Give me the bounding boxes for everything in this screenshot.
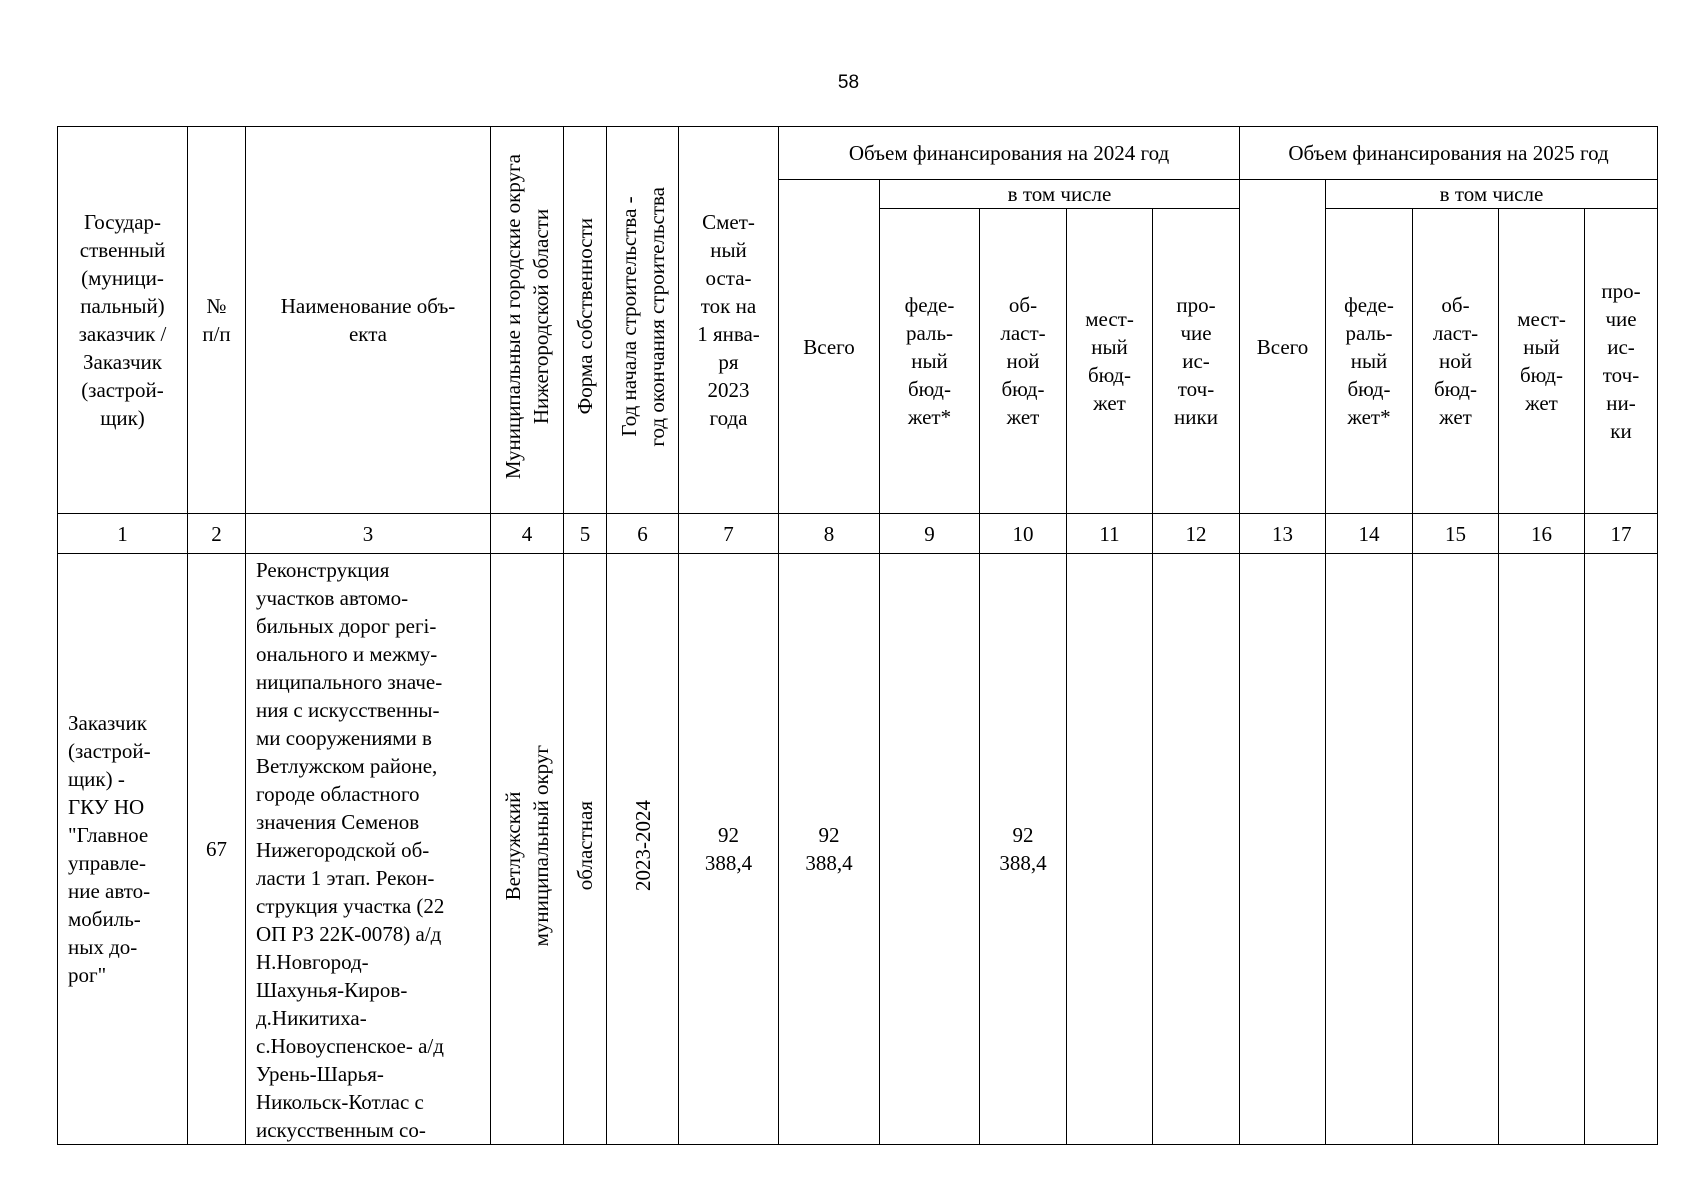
header-regional-2024: об- ласт- ной бюд- жет xyxy=(980,209,1067,514)
header-build-years: Год начала строительства - год окончания строительства xyxy=(607,127,679,514)
row-ownership: областная xyxy=(564,554,607,1145)
column-number-row xyxy=(58,514,1658,554)
header-ownership-form: Форма собственности xyxy=(564,127,607,514)
column-number: 13 xyxy=(1240,514,1326,554)
header-row-1 xyxy=(58,127,1658,180)
row-estimate-balance: 92 388,4 xyxy=(679,554,779,1145)
header-federal-2024: феде- раль- ный бюд- жет* xyxy=(880,209,980,514)
header-total-2024: Всего xyxy=(779,180,880,514)
row-object-name: Реконструкция участков автомо- бильных дорог регі- онального и межму- ниципального значе- ния с искусственны- ми сооружениями в Ветлужском районе, городе областного значения Семенов Нижегородской об- ласти 1 этап. Рекон- струкция участка (22 ОП РЗ 22К-0078) а/д Н.Новгород- Шахунья-Киров- д.Никитиха- с.Новоуспенское- а/д Урень-Шарья- Никольск-Котлас с искусственным со- xyxy=(246,554,491,1145)
row-total-2024: 92 388,4 xyxy=(779,554,880,1145)
header-municipal-districts: Муниципальные и городские округа Нижегородской области xyxy=(491,127,564,514)
row-federal-2024 xyxy=(880,554,980,1145)
header-including-2025: в том числе xyxy=(1326,180,1658,209)
column-number: 7 xyxy=(679,514,779,554)
column-number: 17 xyxy=(1585,514,1658,554)
column-number: 3 xyxy=(246,514,491,554)
table-row xyxy=(58,554,1658,1145)
row-total-2025 xyxy=(1240,554,1326,1145)
row-years: 2023-2024 xyxy=(607,554,679,1145)
row-local-2024 xyxy=(1067,554,1153,1145)
column-number: 16 xyxy=(1499,514,1585,554)
header-other-2025: про- чие ис- точ- ни- ки xyxy=(1585,209,1658,514)
column-number: 5 xyxy=(564,514,607,554)
column-number: 10 xyxy=(980,514,1067,554)
header-including-2024: в том числе xyxy=(880,180,1240,209)
column-number: 11 xyxy=(1067,514,1153,554)
row-other-2025 xyxy=(1585,554,1658,1145)
row-local-2025 xyxy=(1499,554,1585,1145)
header-object-name: Наименование объ- екта xyxy=(246,127,491,514)
row-district: Ветлужский муниципальный округ xyxy=(491,554,564,1145)
header-other-2024: про- чие ис- точ- ники xyxy=(1153,209,1240,514)
header-num: № п/п xyxy=(188,127,246,514)
column-number: 1 xyxy=(58,514,188,554)
header-regional-2025: об- ласт- ной бюд- жет xyxy=(1413,209,1499,514)
header-financing-2025: Объем финансирования на 2025 год xyxy=(1240,127,1658,180)
row-regional-2024: 92 388,4 xyxy=(980,554,1067,1145)
header-local-2025: мест- ный бюд- жет xyxy=(1499,209,1585,514)
row-customer: Заказчик (застрой- щик) - ГКУ НО "Главное управле- ние авто- мобиль- ных до- рог" xyxy=(58,554,188,1145)
header-customer: Государ- ственный (муници- пальный) заказчик / Заказчик (застрой- щик) xyxy=(58,127,188,514)
row-num: 67 xyxy=(188,554,246,1145)
page-number: 58 xyxy=(837,72,860,93)
header-financing-2024: Объем финансирования на 2024 год xyxy=(779,127,1240,180)
row-federal-2025 xyxy=(1326,554,1413,1145)
column-number: 14 xyxy=(1326,514,1413,554)
column-number: 2 xyxy=(188,514,246,554)
row-regional-2025 xyxy=(1413,554,1499,1145)
column-number: 9 xyxy=(880,514,980,554)
header-federal-2025: феде- раль- ный бюд- жет* xyxy=(1326,209,1413,514)
header-local-2024: мест- ный бюд- жет xyxy=(1067,209,1153,514)
column-number: 15 xyxy=(1413,514,1499,554)
financing-table xyxy=(57,126,1658,1145)
row-other-2024 xyxy=(1153,554,1240,1145)
column-number: 4 xyxy=(491,514,564,554)
header-total-2025: Всего xyxy=(1240,180,1326,514)
column-number: 12 xyxy=(1153,514,1240,554)
column-number: 8 xyxy=(779,514,880,554)
header-estimate-balance: Смет- ный оста- ток на 1 янва- ря 2023 года xyxy=(679,127,779,514)
column-number: 6 xyxy=(607,514,679,554)
